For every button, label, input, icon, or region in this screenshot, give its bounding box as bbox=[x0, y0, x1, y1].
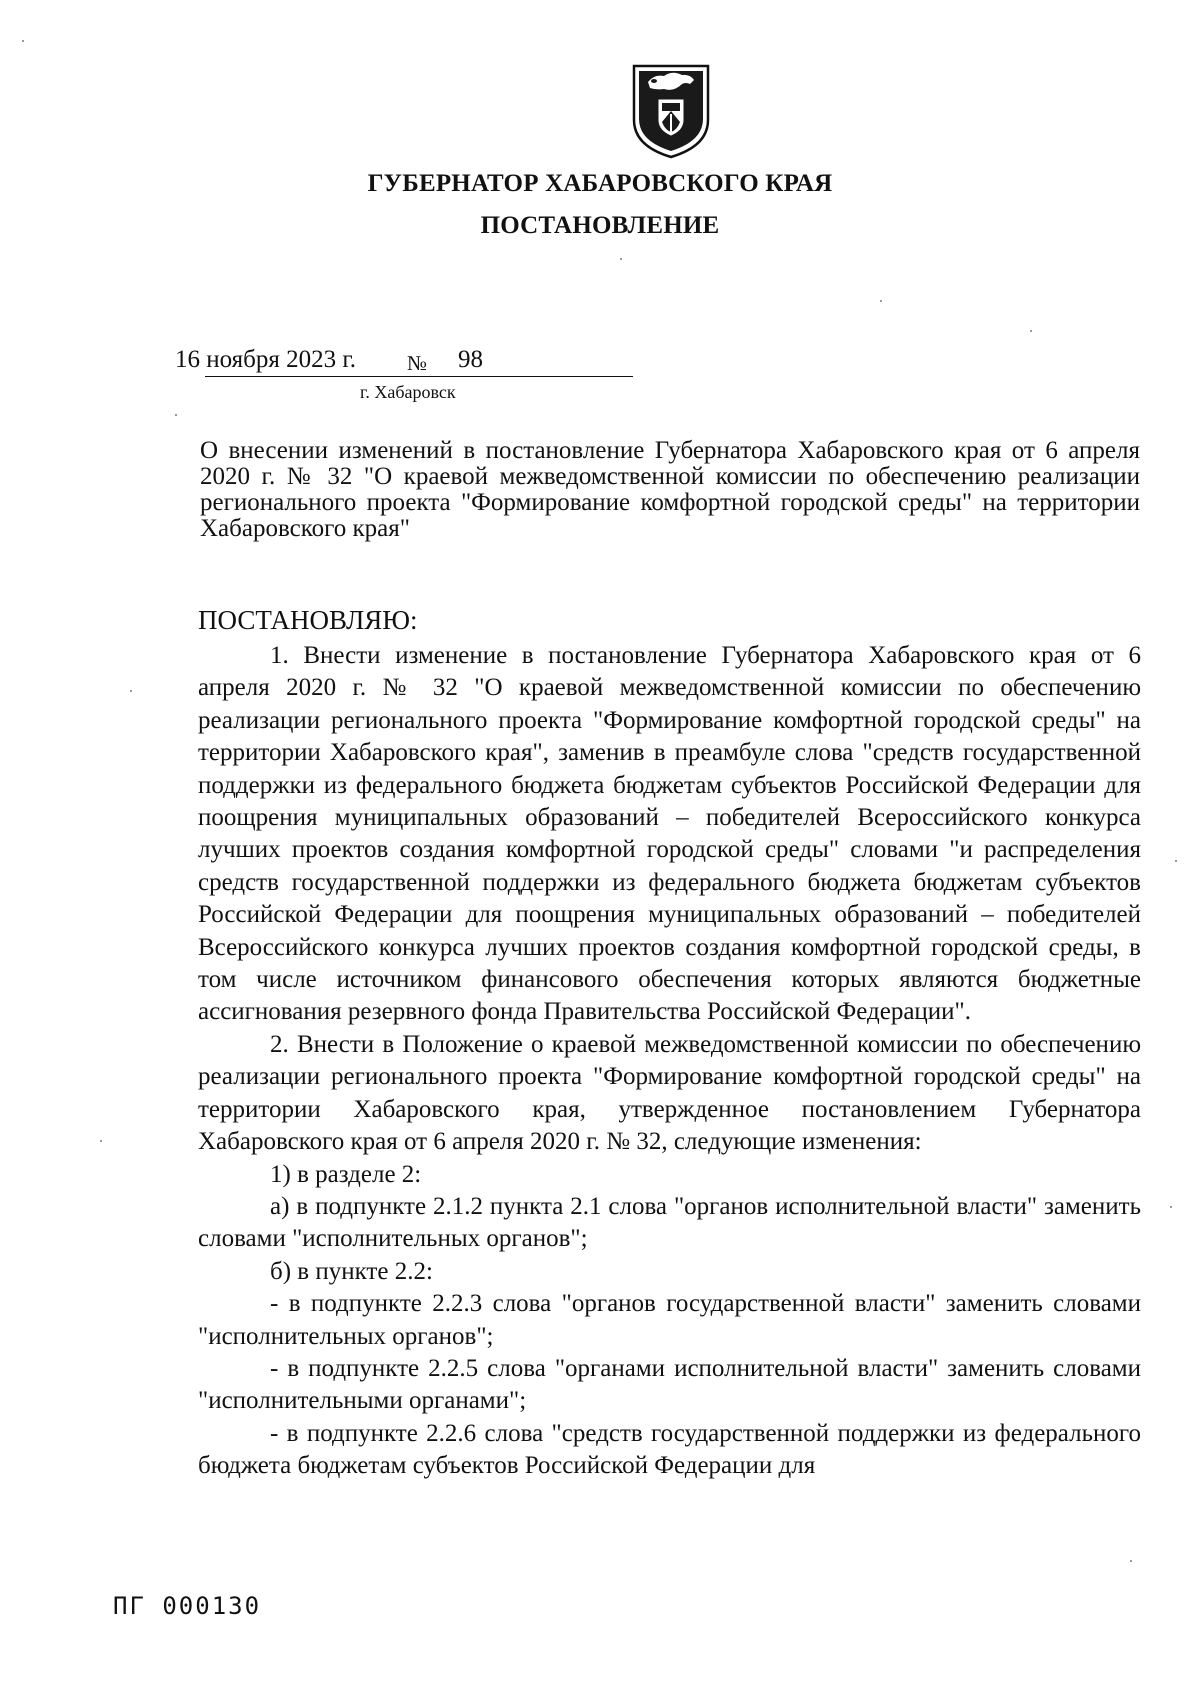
issuing-authority: ГУБЕРНАТОР ХАБАРОВСКОГО КРАЯ bbox=[367, 170, 833, 197]
paragraph: 1. Внести изменение в постановление Губернатора Хабаровского края от 6 апреля 2020 г. № 32 "О краевой межведомственной комиссии по обеспечению реализации регионального проекта "Формирование комфортной городской среды" на территории Хабаровского края", заменив в преамбуле слова "средств государственной поддержки из федерального бюджета бюджетам субъектов Российской Федерации для поощрения муниципальных образований – победителей Всероссийского конкурса лучших проектов создания комфортной городской среды" словами "и распределения средств государственной поддержки из федерального бюджета бюджетам субъектов Российской Федерации для поощрения муниципальных образований – победителей Всероссийского конкурса лучших проектов создания комфортной городской среды, в том числе источником финансового обеспечения которых являются бюджетные ассигнования резервного фонда Правительства Российской Федерации". bbox=[198, 642, 1141, 1026]
scan-speck bbox=[620, 258, 622, 260]
date-number-underline bbox=[205, 376, 633, 377]
issuing-city: г. Хабаровск bbox=[360, 382, 456, 402]
scan-speck bbox=[1175, 860, 1177, 862]
coat-of-arms-icon bbox=[630, 62, 712, 160]
paragraph: - в подпункте 2.2.3 слова "органов государственной власти" заменить словами "исполнительных органов"; bbox=[198, 1290, 1141, 1350]
scan-speck bbox=[22, 40, 24, 42]
number-sign: № bbox=[407, 351, 428, 375]
paragraph: б) в пункте 2.2: bbox=[270, 1257, 433, 1285]
scan-speck bbox=[100, 1140, 102, 1142]
scan-speck bbox=[175, 414, 177, 416]
paragraph: 2. Внести в Положение о краевой межведомственной комиссии по обеспечению реализации регионального проекта "Формирование комфортной городской среды" на территории Хабаровского края, утвержденное постановлением Губернатора Хабаровского края от 6 апреля 2020 г. № 32, следующие изменения: bbox=[198, 1030, 1141, 1156]
scan-speck bbox=[1130, 1560, 1132, 1562]
paragraph: - в подпункте 2.2.6 слова "средств государственной поддержки из федерального бюджета бюджетам субъектов Российской Федерации для bbox=[198, 1419, 1141, 1480]
scan-speck bbox=[1030, 330, 1032, 332]
decree-word: ПОСТАНОВЛЯЮ: bbox=[198, 605, 418, 635]
scan-speck bbox=[1170, 1206, 1172, 1208]
document-type: ПОСТАНОВЛЕНИЕ bbox=[480, 212, 720, 239]
document-date: 16 ноября 2023 г. bbox=[175, 346, 357, 373]
document-body bbox=[198, 640, 1141, 1483]
document-subject: О внесении изменений в постановление Губернатора Хабаровского края от 6 апреля 2020 г. № 32 "О краевой межведомственной комиссии по обеспечению реализации регионального проекта "Формирование комфортной городской среды" на территории Хабаровского края" bbox=[200, 437, 1140, 542]
scan-speck bbox=[880, 300, 882, 302]
form-code: ПГ 000130 bbox=[113, 1592, 262, 1620]
paragraph: 1) в разделе 2: bbox=[270, 1160, 422, 1188]
document-number: 98 bbox=[458, 346, 483, 373]
scan-speck bbox=[130, 690, 132, 692]
paragraph: - в подпункте 2.2.5 слова "органами исполнительной власти" заменить словами "исполнительными органами"; bbox=[198, 1354, 1141, 1415]
paragraph: а) в подпункте 2.1.2 пункта 2.1 слова "органов исполнительной власти" заменить словами "исполнительных органов"; bbox=[198, 1192, 1141, 1253]
